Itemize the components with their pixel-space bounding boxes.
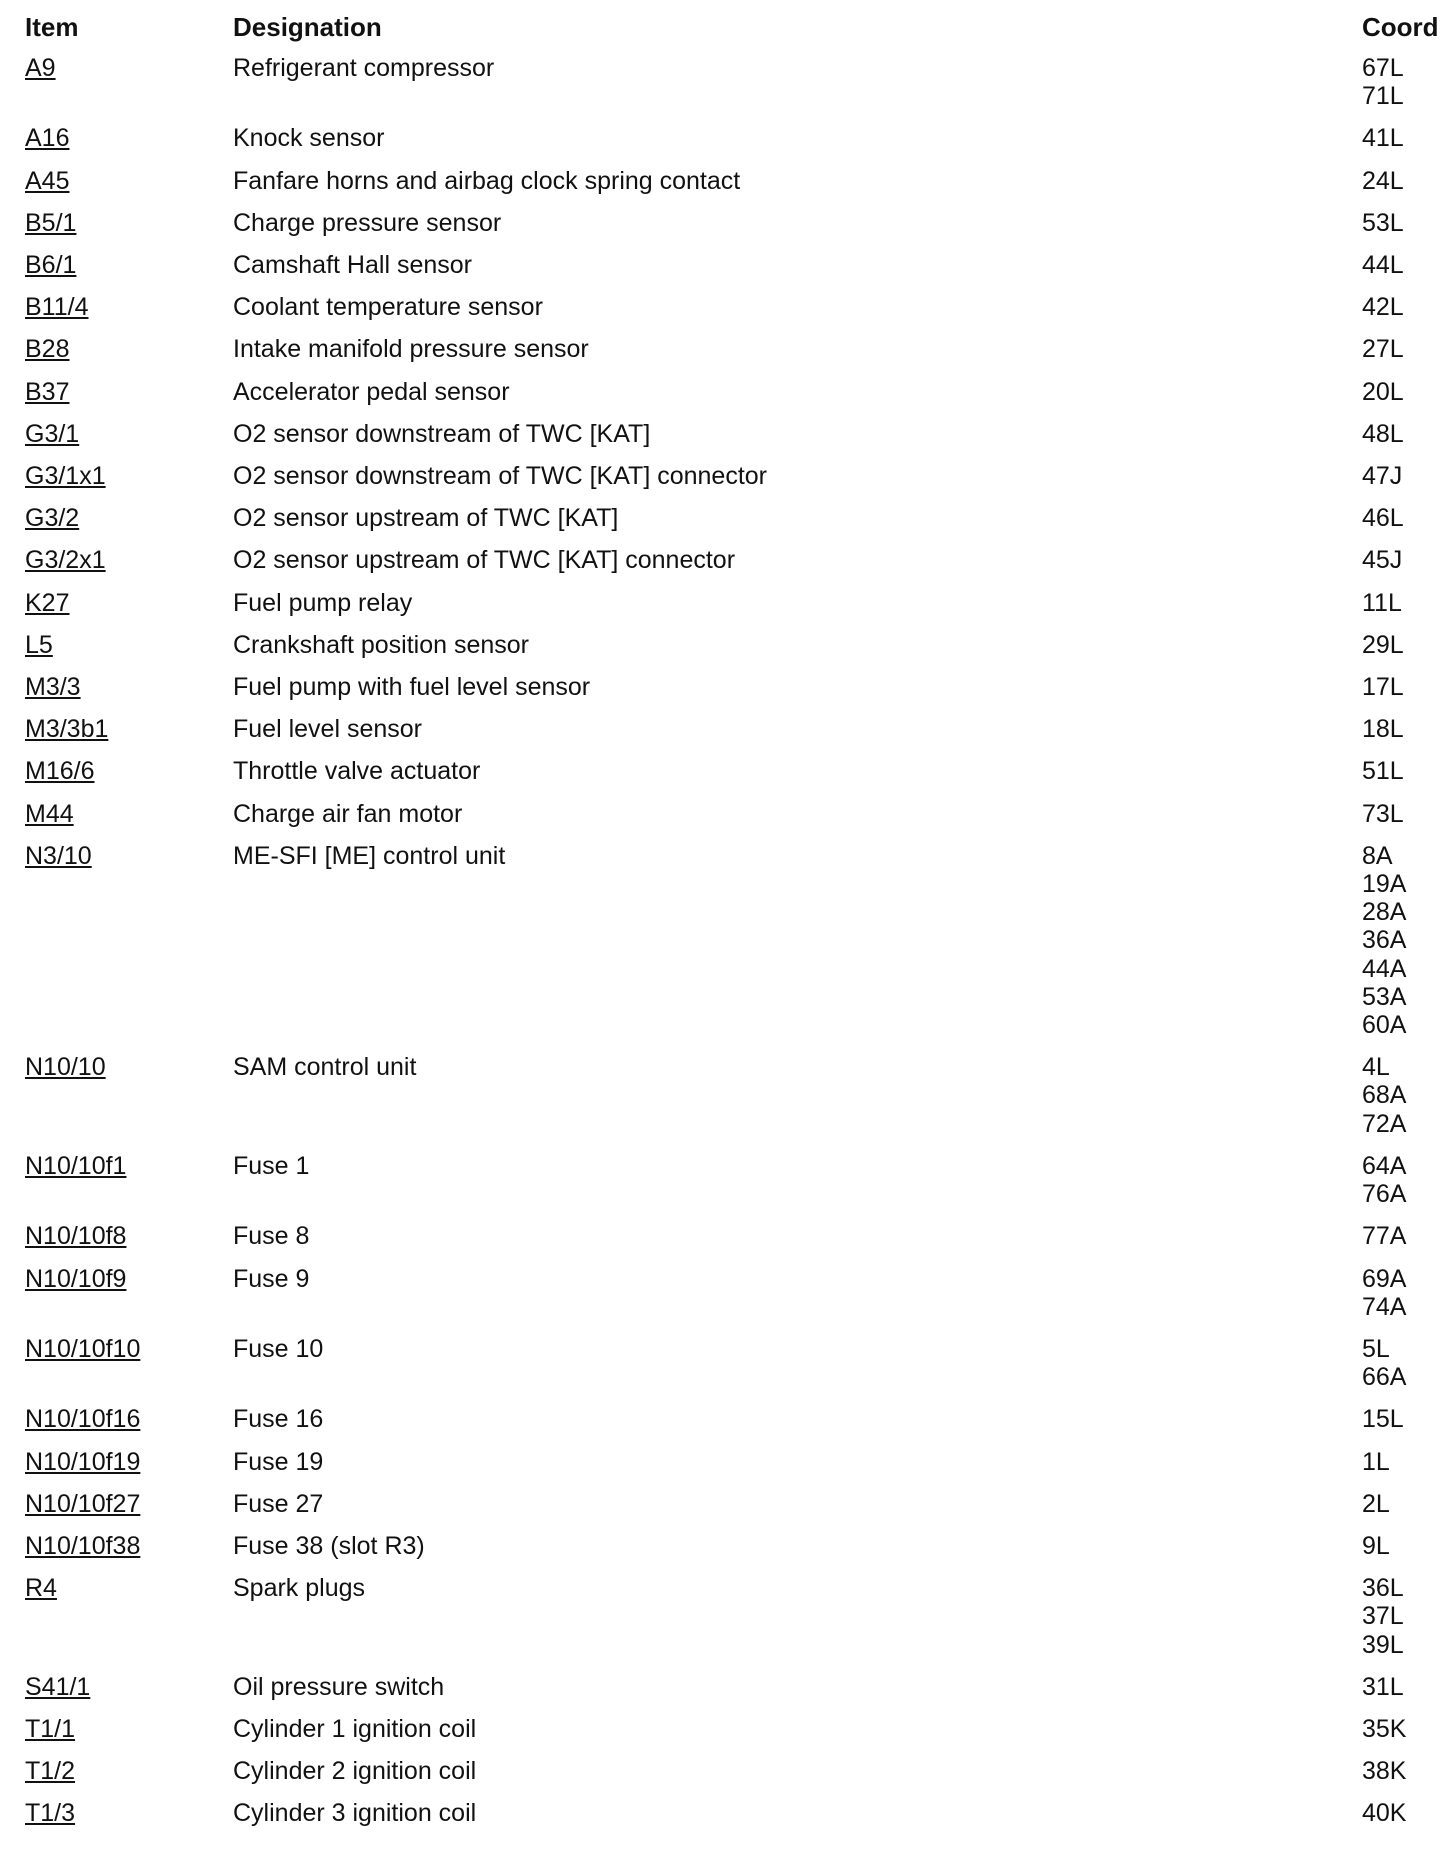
coord-value: 74A (1362, 1292, 1407, 1321)
coord-cell (1362, 1405, 1456, 1433)
header-designation: Designation (233, 12, 382, 42)
item-link[interactable]: T1/2 (25, 1757, 76, 1786)
table-row (0, 757, 1456, 799)
coord-value: 29L (1362, 630, 1404, 659)
designation-cell: Fuse 27 (233, 1489, 324, 1518)
designation-cell: Cylinder 3 ignition coil (233, 1799, 477, 1828)
table-row (0, 546, 1456, 588)
designation-cell: O2 sensor upstream of TWC [KAT] connector (233, 546, 736, 575)
coord-cell (1362, 1265, 1456, 1321)
table-row (0, 335, 1456, 377)
coord-cell (1362, 1532, 1456, 1560)
coord-value: 11L (1362, 588, 1402, 617)
designation-cell: Camshaft Hall sensor (233, 251, 472, 280)
table-row (0, 589, 1456, 631)
coord-cell (1362, 546, 1456, 574)
coord-cell (1362, 589, 1456, 617)
coord-value: 9L (1362, 1531, 1390, 1560)
coord-value: 27L (1362, 335, 1404, 364)
table-row (0, 715, 1456, 757)
coord-cell (1362, 1574, 1456, 1659)
table-row (0, 251, 1456, 293)
designation-cell: O2 sensor downstream of TWC [KAT] connector (233, 462, 767, 491)
coord-cell (1362, 1799, 1456, 1827)
designation-cell: Charge pressure sensor (233, 208, 502, 237)
item-link[interactable]: M3/3b1 (25, 715, 109, 744)
designation-cell: Fuse 38 (slot R3) (233, 1531, 425, 1560)
coord-value: 71L (1362, 82, 1404, 111)
item-link[interactable]: N10/10f8 (25, 1222, 127, 1251)
coord-cell (1362, 631, 1456, 659)
coord-cell (1362, 251, 1456, 279)
item-link[interactable]: G3/2 (25, 504, 80, 533)
coord-value: 69A (1362, 1264, 1407, 1293)
designation-cell: Cylinder 1 ignition coil (233, 1714, 477, 1743)
coord-value: 68A (1362, 1081, 1407, 1110)
table-row (0, 124, 1456, 166)
table-row (0, 1673, 1456, 1715)
designation-cell: Cylinder 2 ignition coil (233, 1757, 477, 1786)
table-row (0, 1532, 1456, 1574)
table-row (0, 293, 1456, 335)
coord-cell (1362, 800, 1456, 828)
table-row (0, 54, 1456, 124)
designation-cell: Knock sensor (233, 124, 385, 153)
coord-value: 20L (1362, 377, 1404, 406)
designation-cell: Charge air fan motor (233, 799, 463, 828)
item-link[interactable]: S41/1 (25, 1672, 91, 1701)
coord-value: 28A (1362, 898, 1407, 927)
designation-cell: Fuse 19 (233, 1447, 324, 1476)
coord-cell (1362, 378, 1456, 406)
designation-cell: Fuel pump relay (233, 588, 413, 617)
designation-cell: Fanfare horns and airbag clock spring contact (233, 166, 741, 195)
designation-cell: Refrigerant compressor (233, 54, 495, 82)
item-link[interactable]: N10/10f27 (25, 1489, 141, 1518)
designation-cell: Fuse 1 (233, 1151, 310, 1180)
table-row (0, 1265, 1456, 1335)
coord-cell (1362, 167, 1456, 195)
coord-cell (1362, 1757, 1456, 1785)
coord-value: 73L (1362, 799, 1404, 828)
designation-cell: O2 sensor downstream of TWC [KAT] (233, 419, 651, 448)
coord-cell (1362, 1222, 1456, 1250)
coord-cell (1362, 715, 1456, 743)
table-row (0, 1335, 1456, 1405)
coord-value: 40K (1362, 1799, 1407, 1828)
coord-value: 2L (1362, 1489, 1390, 1518)
table-row (0, 167, 1456, 209)
coord-cell (1362, 1152, 1456, 1208)
coord-cell (1362, 1053, 1456, 1138)
item-link[interactable]: N3/10 (25, 841, 92, 870)
coord-value: 48L (1362, 419, 1404, 448)
coord-value: 8A (1362, 841, 1393, 870)
coord-value: 38K (1362, 1757, 1407, 1786)
coord-value: 44A (1362, 954, 1407, 983)
table-row (0, 420, 1456, 462)
table-row (0, 1490, 1456, 1532)
table-row (0, 631, 1456, 673)
coord-value: 36L (1362, 1574, 1404, 1603)
coord-value: 18L (1362, 715, 1404, 744)
coord-value: 51L (1362, 757, 1404, 786)
designation-cell: Fuel level sensor (233, 715, 422, 744)
designation-cell: Crankshaft position sensor (233, 630, 529, 659)
coord-value: 46L (1362, 504, 1404, 533)
table-row (0, 378, 1456, 420)
table-row (0, 1448, 1456, 1490)
item-link[interactable]: M3/3 (25, 673, 81, 702)
coord-cell (1362, 1673, 1456, 1701)
designation-cell: Accelerator pedal sensor (233, 377, 510, 406)
coord-value: 72A (1362, 1109, 1407, 1138)
designation-cell: O2 sensor upstream of TWC [KAT] (233, 504, 619, 533)
item-link[interactable]: A45 (25, 166, 70, 195)
designation-cell: SAM control unit (233, 1053, 417, 1082)
item-link[interactable]: T1/3 (25, 1799, 76, 1828)
table-row (0, 842, 1456, 1053)
header-item: Item (25, 12, 79, 42)
item-link[interactable]: N10/10f38 (25, 1531, 141, 1560)
item-link[interactable]: B37 (25, 377, 70, 406)
item-link[interactable]: B5/1 (25, 208, 77, 237)
item-link[interactable]: N10/10 (25, 1053, 106, 1082)
item-link[interactable]: K27 (25, 588, 70, 617)
coord-value: 77A (1362, 1222, 1407, 1251)
coord-value: 19A (1362, 870, 1407, 899)
designation-cell: ME-SFI [ME] control unit (233, 841, 506, 870)
coord-cell (1362, 504, 1456, 532)
table-row (0, 504, 1456, 546)
coord-cell (1362, 673, 1456, 701)
coord-value: 31L (1362, 1672, 1404, 1701)
coord-cell (1362, 293, 1456, 321)
coord-value: 76A (1362, 1180, 1407, 1209)
coord-value: 67L (1362, 54, 1404, 82)
item-link[interactable]: M44 (25, 799, 74, 828)
item-link[interactable]: N10/10f19 (25, 1447, 141, 1476)
coord-value: 37L (1362, 1602, 1404, 1631)
designation-cell: Fuse 16 (233, 1405, 324, 1434)
designation-cell: Spark plugs (233, 1574, 366, 1603)
coord-cell (1362, 1490, 1456, 1518)
table-row (0, 1405, 1456, 1447)
coord-value: 42L (1362, 293, 1404, 322)
coord-value: 45J (1362, 546, 1403, 575)
coord-cell (1362, 1335, 1456, 1391)
table-row (0, 1715, 1456, 1757)
table-body (0, 54, 1456, 1842)
coord-value: 15L (1362, 1405, 1404, 1434)
coord-value: 24L (1362, 166, 1404, 195)
designation-cell: Intake manifold pressure sensor (233, 335, 589, 364)
coord-cell (1362, 842, 1456, 1039)
designation-cell: Coolant temperature sensor (233, 293, 543, 322)
coord-cell (1362, 54, 1456, 110)
item-link[interactable]: N10/10f10 (25, 1334, 141, 1363)
item-link[interactable]: R4 (25, 1574, 57, 1603)
coord-value: 53A (1362, 982, 1407, 1011)
table-row (0, 673, 1456, 715)
item-link[interactable]: B28 (25, 335, 70, 364)
coord-value: 66A (1362, 1363, 1407, 1392)
designation-cell: Fuse 8 (233, 1222, 310, 1251)
item-link[interactable]: L5 (25, 630, 53, 659)
coord-value: 64A (1362, 1151, 1407, 1180)
table-row (0, 462, 1456, 504)
designation-cell: Fuse 10 (233, 1334, 324, 1363)
item-link[interactable]: N10/10f9 (25, 1264, 127, 1293)
coord-cell (1362, 124, 1456, 152)
coord-cell (1362, 462, 1456, 490)
coord-value: 36A (1362, 926, 1407, 955)
item-link[interactable]: N10/10f1 (25, 1151, 127, 1180)
table-row (0, 209, 1456, 251)
coord-cell (1362, 335, 1456, 363)
item-link[interactable]: N10/10f16 (25, 1405, 141, 1434)
coord-value: 1L (1362, 1447, 1390, 1476)
table-row (0, 1053, 1456, 1152)
designation-cell: Fuel pump with fuel level sensor (233, 673, 591, 702)
table-row (0, 1757, 1456, 1799)
table-row (0, 1152, 1456, 1222)
table-row (0, 1574, 1456, 1673)
coord-cell (1362, 757, 1456, 785)
coord-value: 47J (1362, 462, 1403, 491)
designation-cell: Throttle valve actuator (233, 757, 481, 786)
coord-value: 60A (1362, 1011, 1407, 1040)
table-row (0, 1799, 1456, 1841)
coord-value: 41L (1362, 124, 1404, 153)
coord-value: 39L (1362, 1630, 1404, 1659)
coord-value: 5L (1362, 1334, 1390, 1363)
item-link[interactable]: T1/1 (25, 1714, 76, 1743)
coord-value: 4L (1362, 1053, 1390, 1082)
item-link[interactable]: B11/4 (25, 293, 89, 322)
coord-value: 44L (1362, 251, 1404, 280)
coord-cell (1362, 209, 1456, 237)
item-link[interactable]: G3/2x1 (25, 546, 106, 575)
item-link[interactable]: A9 (25, 54, 56, 82)
item-link[interactable]: A16 (25, 124, 70, 153)
item-link[interactable]: G3/1 (25, 419, 80, 448)
table-row (0, 1222, 1456, 1264)
designation-cell: Oil pressure switch (233, 1672, 445, 1701)
coord-cell (1362, 1448, 1456, 1476)
coord-value: 53L (1362, 208, 1404, 237)
header-coord: Coord (1362, 12, 1439, 42)
item-link[interactable]: B6/1 (25, 251, 77, 280)
item-link[interactable]: G3/1x1 (25, 462, 106, 491)
coord-cell (1362, 420, 1456, 448)
table-row (0, 800, 1456, 842)
item-link[interactable]: M16/6 (25, 757, 95, 786)
coord-value: 35K (1362, 1714, 1407, 1743)
designation-cell: Fuse 9 (233, 1264, 310, 1293)
coord-value: 17L (1362, 673, 1404, 702)
coord-cell (1362, 1715, 1456, 1743)
